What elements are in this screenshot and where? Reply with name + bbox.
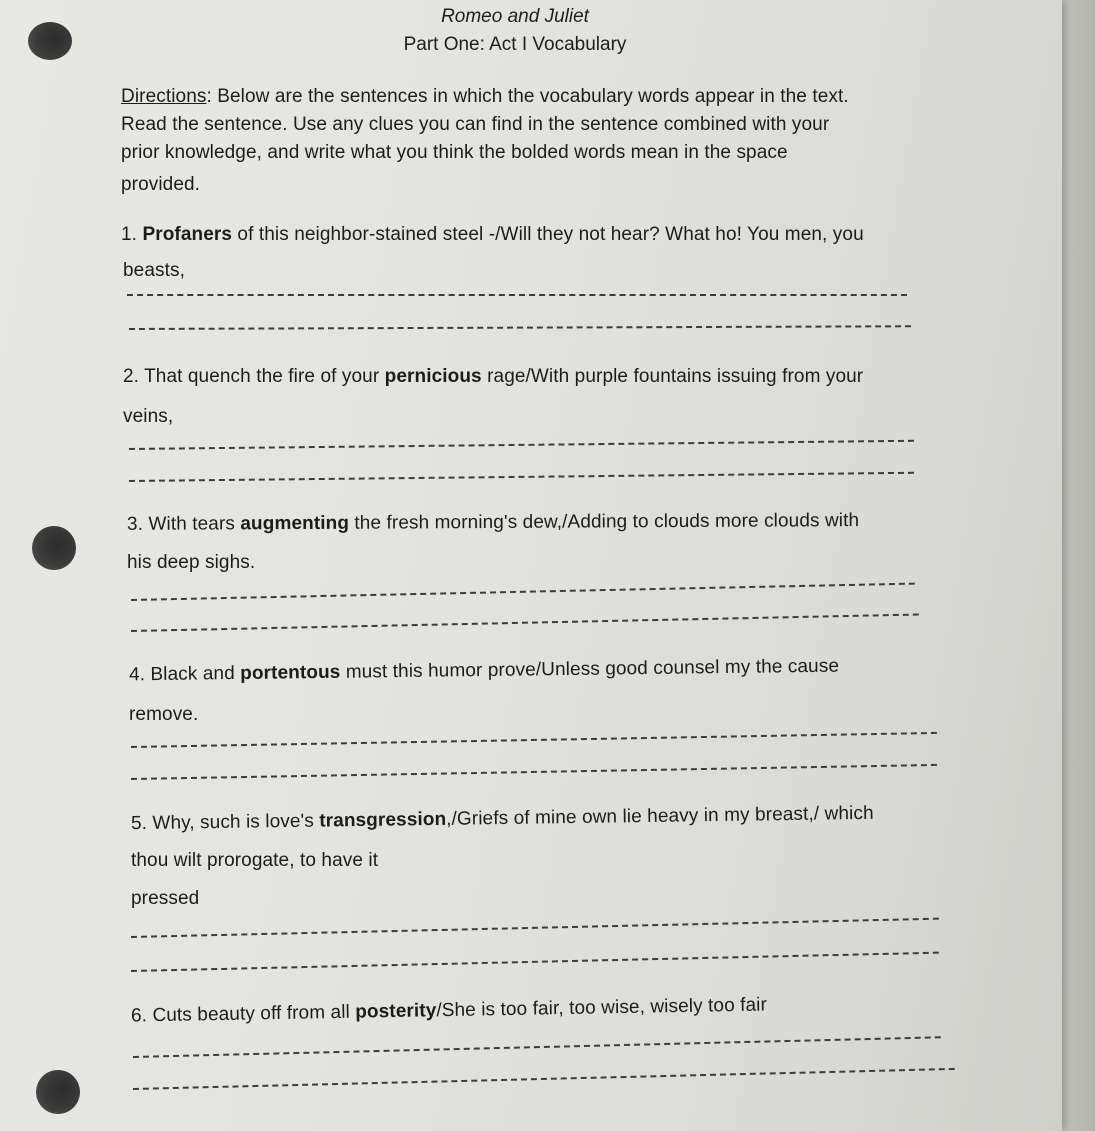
answer-line-3a[interactable] <box>131 583 915 601</box>
vocab-item-1-continuation: beasts, <box>123 260 185 281</box>
vocab-item-5-sentence: 5. Why, such is love's transgression,/Griefs of mine own lie heavy in my breast,/ which <box>130 802 874 835</box>
vocab-word-1: Profaners <box>142 224 233 245</box>
vocab-item-4-continuation: remove. <box>129 704 199 725</box>
vocab-word-3: augmenting <box>240 512 350 535</box>
worksheet-title: Romeo and Juliet <box>441 6 589 27</box>
vocab-word-2: pernicious <box>384 366 482 387</box>
vocab-item-2-continuation: veins, <box>123 406 174 427</box>
answer-line-5b[interactable] <box>131 952 939 972</box>
vocab-item-2-sentence: 2. That quench the fire of your pernicious rage/With purple fountains issuing from your <box>123 366 864 387</box>
vocab-item-4-sentence: 4. Black and portentous must this humor prove/Unless good counsel my the cause <box>128 655 840 686</box>
answer-line-4b[interactable] <box>131 764 937 780</box>
directions-line-3: prior knowledge, and write what you think the bolded words mean in the space <box>121 142 788 163</box>
directions-line-4: provided. <box>121 174 201 195</box>
punch-hole-middle <box>32 526 76 570</box>
vocab-item-6-sentence: 6. Cuts beauty off from all posterity/She is too fair, too wise, wisely too fair <box>130 994 768 1027</box>
vocab-word-4: portentous <box>240 661 341 684</box>
answer-line-2a[interactable] <box>129 440 914 450</box>
answer-line-4a[interactable] <box>131 732 937 748</box>
vocab-word-5: transgression <box>319 808 447 832</box>
answer-line-2b[interactable] <box>129 472 914 482</box>
answer-line-5a[interactable] <box>131 918 939 938</box>
vocab-item-1-sentence: 1. Profaners of this neighbor-stained steel -/Will they not hear? What ho! You men, you <box>121 224 864 245</box>
answer-line-1b[interactable] <box>129 325 911 330</box>
answer-line-1a[interactable] <box>127 294 907 296</box>
answer-line-6b[interactable] <box>133 1068 955 1090</box>
directions-line-1: Directions: Below are the sentences in which the vocabulary words appear in the text. <box>121 86 849 107</box>
punch-hole-bottom <box>36 1070 80 1114</box>
worksheet-subtitle: Part One: Act I Vocabulary <box>403 34 627 55</box>
vocab-item-3-sentence: 3. With tears augmenting the fresh morning's dew,/Adding to clouds more clouds with <box>126 510 860 535</box>
vocab-item-5-continuation-1: thou wilt prorogate, to have it <box>131 850 379 871</box>
answer-line-6a[interactable] <box>133 1036 941 1058</box>
directions-line-2: Read the sentence. Use any clues you can find in the sentence combined with your <box>121 114 830 135</box>
binder-background <box>1062 0 1095 1131</box>
answer-line-3b[interactable] <box>131 613 919 632</box>
vocab-word-6: posterity <box>355 1000 437 1023</box>
vocab-item-3-continuation: his deep sighs. <box>127 552 256 573</box>
vocab-item-5-continuation-2: pressed <box>131 888 200 909</box>
